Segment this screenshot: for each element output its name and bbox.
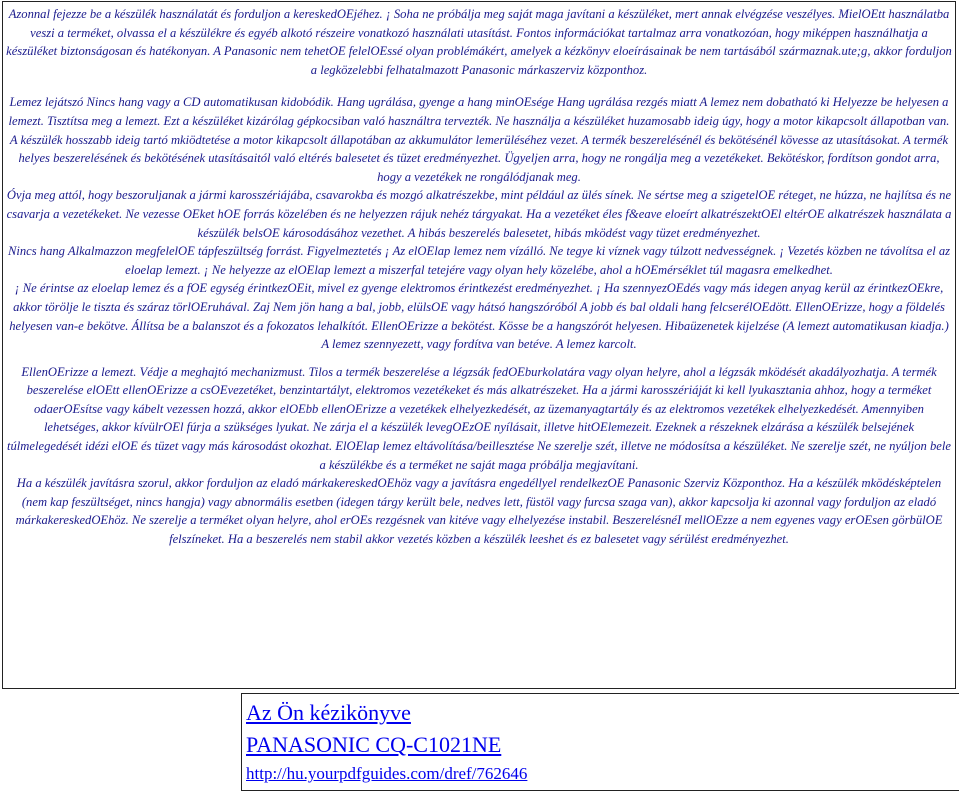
paragraph-airbag: EllenOErizze a lemezt. Védje a meghajtó mechanizmust. Tilos a termék beszerelése a légzsák fedOEburkolatára vagy olyan helyre, ahol a légzsák mködését akadályozhatja. A termék beszerelése elOEtt ellenOErizze a csOEvezetéket, benzintartályt, elektromos vezetékeket és más alkatrészeket. Ha a jármi karosszériáját ki kell lyukasztania ahhoz, hogy a terméket odaerOEsítse vagy kábelt vezessen hozzá, akkor elOEbb ellenOErizze a vezetékek elhelyezkedését, az üzemanyagtartály és az elektromos vezetékek elhelyezkedését. Amennyiben lehetséges, akkor kívülrOEl fúrja a szükséges lyukat. Ne zárja el a készülék levegOEzOE nyílásait, illetve hitOElemezeit. Ezeknek a részeknek elzárása a készülék belsejének túlmelegedését idézi elOE és tüzet vagy más károsodást okozhat. ElOElap lemez eltávolítása/beillesztése Ne szerelje szét, illetve ne módosítsa a készüléket. Ne szerelje szét, ne nyúljon bele a készülékbe és a terméket ne saját maga próbálja megjavítani. (7, 364, 951, 472)
manual-text-frame (2, 1, 956, 689)
footer-link-box (241, 693, 959, 791)
paragraph-no-sound: Nincs hang Alkalmazzon megfelelOE tápfeszültség forrást. Figyelmeztetés ¡ Az elOElap lemez nem vízálló. Ne tegye ki víznek vagy túlzott nedvességnek. ¡ Vezetés közben ne távolítsa el az eloelap lemezt. ¡ Ne helyezze az elOElap lemezt a miszerfal tetejére vagy olyan hely közelébe, ahol a hOEmérséklet túl magasra emelkedhet. (7, 244, 951, 277)
paragraph-cd-player: Lemez lejátszó Nincs hang vagy a CD automatikusan kidobódik. Hang ugrálása, gyenge a hang minOEsége Hang ugrálása rezgés miatt A lemez nem dobatható ki Helyezze be helyesen a lemezt. Tisztítsa meg a lemezt. Ezt a készüléket kizárólag gépkocsiban való használtra tervezték. Ne használja a készüléket huzamosabb ideig úgy, hogy a motor kikapcsolt állapotban van. A készülék hosszabb ideig tartó mkiödtetése a motor kikapcsolt állapotában az akkumulátor lemerüléséhez vezet. A termék beszerelésénél és bekötésénél kövesse az utasításokat. A termék helyes beszerelésének és bekötésének utasításaitól való eltérés balesetet és tüzet eredményezhet. Ügyeljen arra, hogy ne rongálja meg a vezetékeket. Bekötéskor, fordítson gondot arra, hogy a vezetékek ne rongálódjanak meg. (8, 95, 950, 184)
paragraph-service: Ha a készülék javításra szorul, akkor forduljon az eladó márkakereskedOEhöz vagy a javításra engedéllyel rendelkezOE Panasonic Szerviz Központhoz. Ha a készülék mködésképtelen (nem kap feszültséget, nincs hangja) vagy abnormális esetben (idegen tárgy került bele, nedves lett, füstöl vagy furcsa szaga van), akkor kapcsolja ki azonnal vagy forduljon az eladó márkakereskedOEhöz. Ne szerelje a terméket olyan helyre, ahol erOEs rezgésnek van kitéve vagy elhelyezése instabil. BeszerelésnéI mellOEzze a nem egyenes vagy erOEsen görbülOE felszíneket. Ha a beszerelés nem stabil akkor vezetés közben a készülék leeshet és ez balesetet vagy sérülést eredményezhet. (15, 476, 943, 547)
paragraph-wiring: Óvja meg attól, hogy beszoruljanak a jármi karosszériájába, csavarokba és mozgó alkatrészekbe, mint például az ülés sínek. Ne sértse meg a szigetelOE réteget, ne húzza, ne hajlítsa és ne csavarja a vezetékeket. Ne vezesse OEket hOE forrás közelében és ne helyezzen rájuk nehéz tárgyakat. Ha a vezetéket éles f&eave eloeírt alkatrészektOEl eltérOE alkatrészek használata a készülék belsOE károsodásához vezethet. A hibás beszerelés balesetet, hibás mködést vagy tüzet eredményezhet. (6, 188, 952, 240)
paragraph-contacts: ¡ Ne érintse az eloelap lemez és a fOE egység érintkezOEit, mivel ez gyenge elektromos érintkezést eredményezhet. ¡ Ha szennyezOEdés vagy más idegen anyag kerül az érintkezOEkre, akkor törölje le tiszta és száraz törlOEruhával. Zaj Nem jön hang a bal, jobb, elülsOE vagy hátsó hangszóróból A jobb és bal oldali hang felcserélOEdött. EllenOErizze, hogy a földelés helyesen van-e bekötve. Állítsa be a balanszot és a fokozatos lehalkítót. EllenOErizze a bekötést. Kösse be a hangszórót helyesen. Hibaüzenetek kijelzése (A lemezt automatikusan kiadja.) A lemez szennyezett, vagy fordítva van betéve. A lemez karcolt. (9, 281, 949, 352)
paragraph-warning-intro: Azonnal fejezze be a készülék használatát és forduljon a kereskedOEjéhez. ¡ Soha ne próbálja meg saját maga javítani a készüléket, mert annak elvégzése veszélyes. MielOEtt használatba veszi a terméket, olvassa el a készülékre és egyéb alkotó részeire vonatkozó használati utasítást. Fontos információkat tartalmaz arra vonatkozóan, hogy miképpen használhatja a készüléket biztonságosan és hatékonyan. A Panasonic nem tehetOE felelOEssé olyan problémákért, amelyek a kézkönyv eloeírásainak be nem tartásából származnak.ute;g, akkor forduljon a legközelebbi felhatalmazott Panasonic márkaszerviz központhoz. (6, 7, 952, 77)
model-name-link[interactable]: PANASONIC CQ-C1021NE (246, 732, 502, 757)
source-url-link[interactable]: http://hu.yourpdfguides.com/dref/762646 (246, 764, 528, 783)
manual-footer (0, 689, 960, 793)
manual-title-link[interactable]: Az Ön kézikönyve (246, 700, 411, 725)
